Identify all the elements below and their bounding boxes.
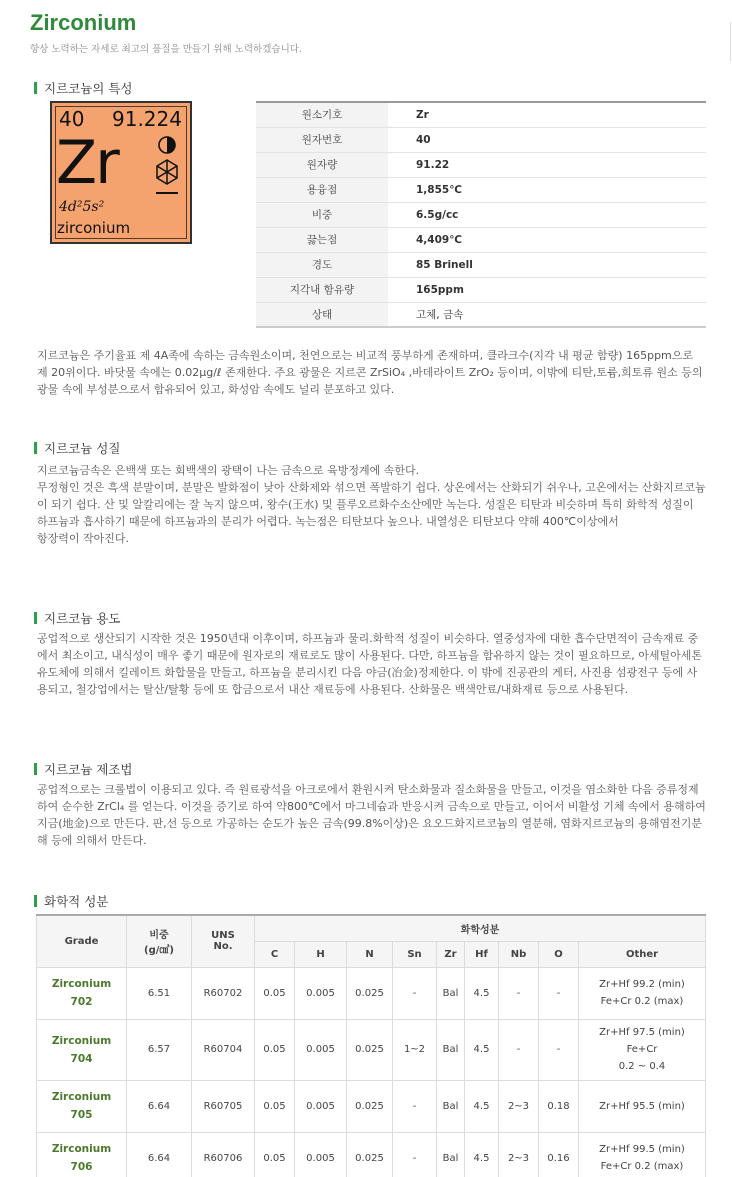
section-heading-text: 지르코늄 용도: [44, 611, 121, 626]
cell-sn: -: [393, 967, 437, 1019]
grade-name: Zirconium: [51, 1034, 112, 1047]
characteristics-line: 무정형인 것은 흑색 분말이며, 분말은 발화점이 낮아 산화제와 섞으면 폭발하기 쉽다. 상온에서는 산화되기 쉬우나, 고온에서는 산화지르코늄이 되기 쉽다. 산 및 알칼리에는 잘 녹지 않으며, 왕수(王水) 및 플루오르화수소산에만 녹는다. 성질은 티탄과 비슷하며 특히 화학적 성질이 하프늄과 흡사하기 때문에 하프늄과의 분리가 어렵다. 녹는점은 티탄보다 높으나. 내열성은 티탄보다 약해 400℃이상에서: [37, 481, 706, 528]
cell-nb: 2~3: [499, 1132, 539, 1177]
table-row: [256, 227, 706, 252]
element-symbol: Zr: [56, 128, 118, 198]
header-col: Nb: [499, 941, 539, 967]
table-row: [256, 102, 706, 127]
cell-n: 0.025: [347, 1080, 393, 1132]
section-heading-text: 화학적 성분: [44, 894, 109, 909]
cell-hf: 4.5: [465, 967, 499, 1019]
property-value: Zr: [388, 102, 706, 127]
property-key: 끓는점: [256, 227, 388, 252]
other-line: Fe+Cr 0.2 (max): [600, 996, 684, 1007]
cell-n: 0.025: [347, 1132, 393, 1177]
cell-o: -: [539, 1019, 579, 1080]
chemical-composition-table: [36, 914, 706, 1177]
header-chem-composition: 화학성분: [255, 915, 706, 941]
other-line: Fe+Cr 0.2 (max): [600, 1161, 684, 1172]
table-row: [37, 1080, 706, 1132]
header-uns: [192, 915, 255, 967]
cell-grade: [37, 967, 127, 1019]
table-row: [256, 277, 706, 302]
section-heading-text: 지르코늄 제조법: [44, 762, 133, 777]
page-subtitle: 항상 노력하는 자세로 최고의 품질을 만들기 위해 노력하겠습니다.: [30, 44, 302, 55]
cell-nb: -: [499, 1019, 539, 1080]
header-col: Sn: [393, 941, 437, 967]
header-col: H: [295, 941, 347, 967]
cell-hf: 4.5: [465, 1080, 499, 1132]
cell-other: [579, 1019, 706, 1080]
grade-number: 704: [70, 1052, 93, 1065]
cell-uns: R60706: [192, 1132, 255, 1177]
cell-uns: R60705: [192, 1080, 255, 1132]
cell-density: 6.51: [127, 967, 192, 1019]
cell-grade: [37, 1080, 127, 1132]
header-col: Hf: [465, 941, 499, 967]
header-uns-line: No.: [213, 941, 233, 953]
table-row: [256, 127, 706, 152]
cell-density: 6.64: [127, 1080, 192, 1132]
cell-sn: -: [393, 1132, 437, 1177]
grade-number: 706: [70, 1161, 93, 1173]
table-row: [256, 252, 706, 277]
section-heading-manufacturing: [34, 760, 133, 778]
property-value: 4,409℃: [388, 227, 706, 252]
header-density-unit: (g/㎤): [144, 945, 174, 957]
cell-h: 0.005: [295, 1019, 347, 1080]
property-key: 경도: [256, 252, 388, 277]
cell-nb: 2~3: [499, 1080, 539, 1132]
crystal-hexagon-icon: [157, 160, 177, 184]
table-header-row: [37, 915, 706, 941]
element-name: zirconium: [57, 219, 131, 237]
cell-n: 0.025: [347, 967, 393, 1019]
cell-sn: 1~2: [393, 1019, 437, 1080]
cell-c: 0.05: [255, 967, 295, 1019]
property-key: 상태: [256, 302, 388, 327]
cell-zr: Bal: [437, 1132, 465, 1177]
property-key: 용융점: [256, 177, 388, 202]
table-row: [37, 967, 706, 1019]
cell-other: Zr+Hf 95.5 (min): [579, 1080, 706, 1132]
header-density: [127, 915, 192, 967]
cell-o: 0.16: [539, 1132, 579, 1177]
grade-name: Zirconium: [51, 1143, 112, 1155]
property-key: 원소기호: [256, 102, 388, 127]
cell-grade: [37, 1132, 127, 1177]
atomic-number: 40: [59, 107, 85, 131]
property-key: 원자번호: [256, 127, 388, 152]
section-heading-properties: [34, 79, 133, 97]
cell-zr: Bal: [437, 1019, 465, 1080]
table-row: [37, 1019, 706, 1080]
section-heading-uses: [34, 609, 120, 627]
property-value: 6.5g/cc: [388, 202, 706, 227]
cell-uns: R60704: [192, 1019, 255, 1080]
section-heading-text: 지르코늄 성질: [44, 441, 121, 456]
header-col: Other: [579, 941, 706, 967]
cell-grade: [37, 1019, 127, 1080]
intro-paragraph: 지르코늄은 주기율표 제 4A족에 속하는 금속원소이며, 천연으로는 비교적 풍부하게 존재하며, 클라크수(지각 내 평균 함량) 165ppm으로 제 20위이다. 바닷물 속에는 0.02μg/ℓ 존재한다. 주요 광물은 지르콘 ZrSiO₄ ,바데라이트 ZrO₂ 등이며, 이밖에 티탄,토륨,희토류 원소 등의 광물 속에 부성분으로서 함유되어 있고, 화성암 속에도 널리 분포하고 있다.: [37, 349, 703, 396]
cell-zr: Bal: [437, 967, 465, 1019]
table-row: [256, 152, 706, 177]
header-col: O: [539, 941, 579, 967]
property-key: 원자량: [256, 152, 388, 177]
cell-c: 0.05: [255, 1019, 295, 1080]
page-title: Zirconium: [30, 10, 137, 35]
characteristics-line: 항장력이 작아진다.: [37, 532, 130, 545]
table-row: [37, 1132, 706, 1177]
header-grade: Grade: [37, 915, 127, 967]
section-marker: [34, 612, 37, 624]
cell-o: 0.18: [539, 1080, 579, 1132]
property-value: 고체, 금속: [388, 302, 706, 327]
grade-number: 702: [70, 996, 93, 1008]
cell-density: 6.57: [127, 1019, 192, 1080]
cell-o: -: [539, 967, 579, 1019]
section-heading-characteristics: [34, 439, 120, 457]
header-uns-line: UNS: [211, 930, 235, 942]
grade-name: Zirconium: [51, 978, 112, 990]
other-line: Zr+Hf 99.5 (min): [599, 1144, 685, 1155]
characteristics-paragraph: [37, 462, 707, 547]
grade-name: Zirconium: [51, 1091, 112, 1103]
section-marker: [34, 763, 37, 775]
manufacturing-paragraph: 공업적으로는 크롤법이 이용되고 있다. 즉 원료광석을 아크로에서 환원시켜 탄소화물과 질소화물을 만들고, 이것을 염소화한 다음 증류정제하여 순수한 ZrCl₄ 를 얻는다. 이것을 증기로 하여 약800℃에서 마그네슘과 반응시켜 금속으로 만들고, 이어서 비활성 기체 속에서 용해하여 지금(地金)으로 만든다. 판,선 등으로 가공하는 순도가 높은 금속(99.8%이상)은 요오드화지르코늄의 열분해, 염화지르코늄의 용해염전기분해 등에 의해서 만든다.: [37, 783, 706, 847]
cell-hf: 4.5: [465, 1019, 499, 1080]
header-density-line: 비중: [149, 930, 169, 942]
page-divider: [730, 22, 731, 62]
electron-configuration: 4d²5s²: [59, 199, 105, 215]
cell-uns: R60702: [192, 967, 255, 1019]
cell-other: [579, 1132, 706, 1177]
other-line: Zr+Hf 97.5 (min): [599, 1027, 685, 1038]
cell-h: 0.005: [295, 1132, 347, 1177]
cell-n: 0.025: [347, 1019, 393, 1080]
characteristics-line: 지르코늄금속은 은백색 또는 회백색의 광택이 나는 금속으로 육방정계에 속한다.: [37, 464, 420, 477]
cell-sn: -: [393, 1080, 437, 1132]
atomic-mass: 91.224: [112, 107, 182, 131]
cell-hf: 4.5: [465, 1132, 499, 1177]
property-value: 91.22: [388, 152, 706, 177]
section-marker: [34, 895, 37, 907]
header-col: N: [347, 941, 393, 967]
element-card: [50, 101, 192, 244]
element-state-icons: [152, 135, 182, 205]
element-properties-table: [256, 101, 706, 328]
property-value: 1,855℃: [388, 177, 706, 202]
section-heading-composition: [34, 892, 108, 910]
cell-zr: Bal: [437, 1080, 465, 1132]
cell-c: 0.05: [255, 1080, 295, 1132]
cell-c: 0.05: [255, 1132, 295, 1177]
table-row: [256, 302, 706, 327]
other-line: Fe+Cr: [626, 1044, 658, 1055]
cell-other: [579, 967, 706, 1019]
header-col: Zr: [437, 941, 465, 967]
grade-number: 705: [70, 1109, 93, 1121]
header-col: C: [255, 941, 295, 967]
cell-h: 0.005: [295, 967, 347, 1019]
section-marker: [34, 82, 37, 94]
cell-nb: -: [499, 967, 539, 1019]
uses-paragraph: 공업적으로 생산되기 시작한 것은 1950년대 이후이며, 하프늄과 물리.화학적 성질이 비슷하다. 열중성자에 대한 흡수단면적이 금속재료 중에서 최소이고, 내식성이 매우 좋기 때문에 원자로의 재료로도 많이 사용된다. 다만, 하프늄을 함유하지 않는 것이 필요하므로, 아세틸아세톤 유도체에 의해서 킬레이트 화합물을 만들고, 하프늄을 분리시킨 다음 야금(冶金)정제한다. 이 밖에 진공관의 게터, 사진용 섬광전구 등에 사용되고, 철강업에서는 탈산/탈황 등에 또 합금으로서 내산 재료등에 사용된다. 산화물은 백색안료/내화재료 등으로 사용된다.: [37, 632, 702, 696]
property-key: 비중: [256, 202, 388, 227]
cell-density: 6.64: [127, 1132, 192, 1177]
property-value: 85 Brinell: [388, 252, 706, 277]
section-marker: [34, 442, 37, 454]
table-row: [256, 177, 706, 202]
property-key: 지각내 함유량: [256, 277, 388, 302]
cell-h: 0.005: [295, 1080, 347, 1132]
table-row: [256, 202, 706, 227]
other-line: 0.2 ~ 0.4: [618, 1061, 666, 1072]
half-circle-icon: [159, 137, 175, 153]
section-heading-text: 지르코늄의 특성: [44, 81, 133, 96]
property-value: 40: [388, 127, 706, 152]
other-line: Zr+Hf 99.2 (min): [599, 979, 685, 990]
property-value: 165ppm: [388, 277, 706, 302]
